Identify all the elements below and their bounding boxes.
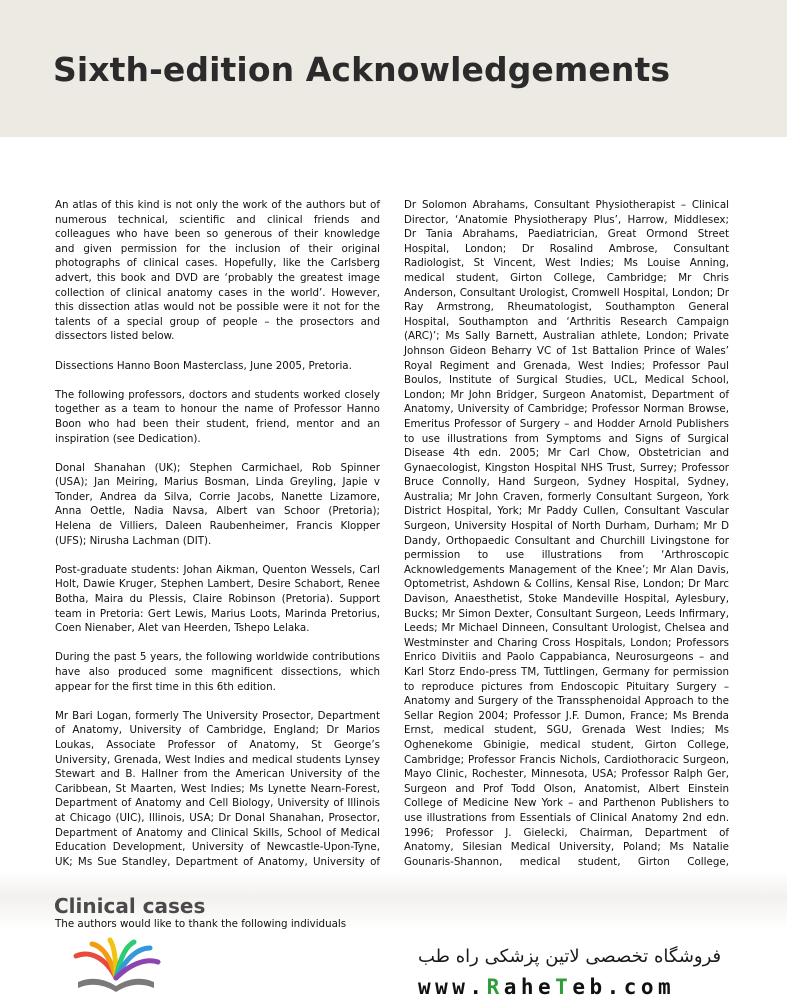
book-logo-icon <box>70 936 162 1002</box>
paragraph-intro: An atlas of this kind is not only the work of the authors but of numerous technical, scientific and clinical friends and colleagues who have been so generous of their knowledge and given permission for the inclusion of their original photographs of clinical cases. Hopefully, like the Carlsberg advert, this book and DVD are ‘probably the greatest image collection of clinical anatomy cases in the world’. However, this dissection atlas would not be possible were it not for the talents of a special group of people – the prosectors and dissectors listed below. <box>55 199 380 343</box>
paragraph-clinical-contributors: Dr Solomon Abrahams, Consultant Physiotherapist – Clinical Director, ‘Anatomie Physiotherapy Plus’, Harrow, Middlesex; Dr Tania Abrahams, Paediatrician, Great Ormond Street Hospital, London; Dr Rosalind Ambrose, Consultant Radiologist, St Vincent, West Indies; Ms Louise Anning, medical student, Girton College, Cambridge; Mr Chris Anderson, Consultant Urologist, Cromwell Hospital, London; Dr Ray Armstrong, Rheumatologist, Southampton General Hospital, Southampton and ‘Arthritis Research Campaign (ARC)’; Ms Sally Barnett, Australian athlete, London; Private Johnson Gideon Beharry VC of 1st Battalion Prince of Wales’ Royal Regiment and Grenada, West Indies; Professor Paul Boulos, Institute of Surgical Studies, UCL, Medical School, London; Mr John Bridger, Surgeon Anatomist, Department of Anatomy, University of Cambridge; Professor Norman Browse, Emeritus Professor of Surgery – and Hodder Arnold Publishers to use illustrations from Symptoms and Signs of Surgical Disease 4th edn. 2005; Mr Carl Chow, Obstetrician and Gynaecologist, Kingston Hospital NHS Trust, Surrey; Professor Bruce Connolly, Hand Surgeon, Sydney Hospital, Sydney, Australia; Mr John Craven, formerly Consultant Surgeon, York District Hospital, York; Mr Paddy Cullen, Consultant Vascular Surgeon, University Hospital of North Durham, Durham; Mr D Dandy, Orthopaedic Consultant and Churchill Livingstone for permission to use illustrations from ‘Arthroscopic Acknowledgements Management of the Knee’; Mr Alan Davis, Optometrist, Ashdown & Collins, Kensal Rise, London; Dr Marc Davison, Anaesthetist, Stoke Mandeville Hospital, Aylesbury, Bucks; Mr Simon Dexter, Consultant Surgeon, Leeds Infirmary, Leeds; Mr Michael Dinneen, Consultant Urologist, Chelsea and Westminster and Charing Cross Hospitals, London; Professors Enrico Divitiis and Paolo Cappabianca, Neurosurgeons – and Karl Storz Endo-press TM, Tuttlingen, Germany for permission to reproduce pictures from Endoscopic Pituitary Surgery – Anatomy and Surgery of the Transsphenoidal Approach to the Sellar Region 2004; Professor J.F. Dumon, France; Ms Brenda Ernst, medical student, SGU, Grenada West Indies; Ms Oghenekome Gbinigie, medical student, Girton College, Cambridge; Professor Francis Nichols, Cardiothoracic Surgeon, Mayo Clinic, Rochester, Minnesota, USA; Professor Ralph Ger, Surgeon and Prof Todd Olson, Anatomist, Albert Einstein College of Medicine New York – and Parthenon Publishers to use illustrations from Essentials of Clinical Anatomy 2nd edn. 1996; Professor J. Gielecki, Chairman, Department of Anatomy, Silesian Medical University, Poland; Ms Natalie Gounaris-Shannon, medical student, Girton College, <box>404 199 729 868</box>
footer-url-brand: Teb <box>555 975 607 999</box>
paragraph-postgrad: Post-graduate students: Johan Aikman, Quenton Wessels, Carl Holt, Dawie Kruger, Stephen Lambert, Desire Schabort, Renee Botha, Maira du Plessis, Claire Robinson (Pretoria). Support team in Pretoria: Gert Lewis, Marius Loots, Marinda Pretorius, Coen Nienaber, Alet van Heerden, Tshepo Lelaka. <box>55 563 380 635</box>
paragraph-contributions: During the past 5 years, the following worldwide contributions have also produced some magnificent dissections, which appear for the first time in this 6th edition. <box>55 651 380 693</box>
left-column <box>55 198 380 899</box>
right-column <box>404 198 729 920</box>
footer-url: www.RaheTeb.com <box>418 975 676 999</box>
section-first-line: The authors would like to thank the following individuals <box>55 918 347 930</box>
section-heading-clinical-cases: Clinical cases <box>54 894 206 918</box>
footer-arabic-text: فروشگاه تخصصی لاتین پزشکی راه طب <box>418 946 722 967</box>
paragraph-worldwide: Mr Bari Logan, formerly The University Prosector, Department of Anatomy, University of Cambridge, England; Dr Marios Loukas, Associate Professor of Anatomy, St George’s University, Grenada, West Indies and medical students Lynsey Stewart and B. Hallner from the American University of the Caribbean, St Maarten, West Indies; Ms Lynette Nearn-Forest, Department of Anatomy and Cell Biology, University of Illinois at Chicago (UIC), Illinois, USA; Dr Donal Shanahan, Prosector, Department of Anatomy and Clinical Skills, School of Medical Education Development, University of Newcastle-Upon-Tyne, UK; Ms Sue Standley, Department of Anatomy, University of <box>55 709 380 868</box>
paragraph-masterclass: Dissections Hanno Boon Masterclass, June 2005, Pretoria. <box>55 359 352 372</box>
paragraph-team: The following professors, doctors and students worked closely together as a team to honour the name of Professor Hanno Boon who had been their student, friend, mentor and an inspiration (see Dedication). <box>55 388 380 445</box>
paragraph-dissectors: Donal Shanahan (UK); Stephen Carmichael, Rob Spinner (USA); Jan Meiring, Marius Bosman, Linda Greyling, Japie v Tonder, Andrea da Silva, Corrie Jacobs, Nanette Lizamore, Anna Oettle, Nadia Navsa, Albert van Schoor (Pretoria); Helena de Villiers, Daleen Raubenheimer, Francis Klopper (UFS); Nirusha Lachman (DIT). <box>55 461 380 547</box>
page-title: Sixth-edition Acknowledgements <box>53 50 671 89</box>
footer-url-brand: Rahe <box>486 975 556 999</box>
